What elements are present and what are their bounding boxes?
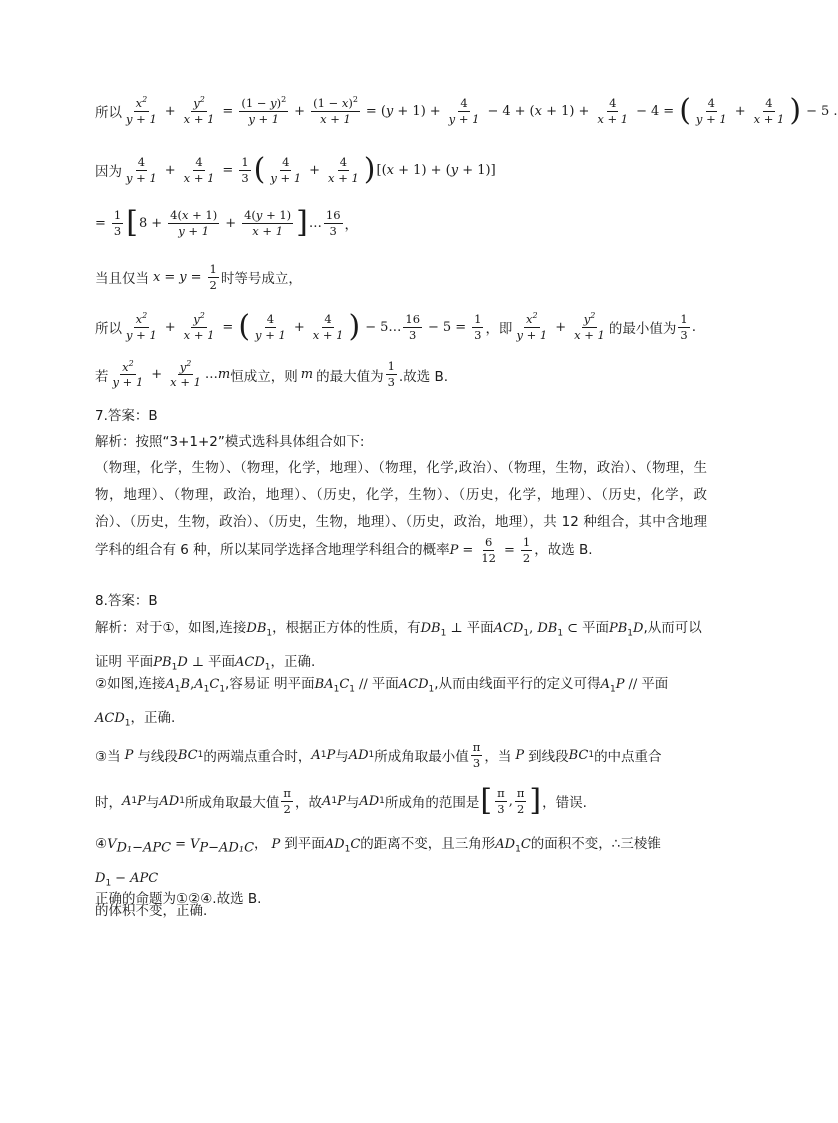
fraction: $\frac{y^2}{x + 1}$	[183, 311, 215, 342]
fraction: $\frac{y^2}{x + 1}$	[170, 359, 201, 390]
fraction: $\frac{x^2}{y + 1}$	[516, 311, 548, 342]
q8-answer: 8.答案：B	[95, 593, 158, 609]
equation-line-2: 因为 $\frac{4}{y + 1}$ + $\frac{4}{x + 1}$ = $\frac{1}{3}$ ( $\frac{4}{y + 1}$ + $\frac{4}{x + 1}$ ) [(x + 1) + (y + 1)]	[95, 152, 496, 187]
text: 的体积不变，正确.	[95, 903, 208, 920]
fraction: $\frac{4}{y + 1}$	[448, 95, 480, 126]
text: 的面积不变，∴三棱锥	[530, 836, 661, 852]
fraction: $\frac{y^2}{x + 1}$	[574, 311, 605, 342]
text: ，即	[485, 321, 513, 337]
equation-line-6: 若 $\frac{x^2}{y + 1}$ + $\frac{y^2}{x + 1}$ … m 恒成立，则 m 的最大值为 $\frac{1}{3}$ .故选 B.	[95, 359, 449, 390]
q8-part-2: ②如图,连接$A_1B,A_1C_1$,容易证 明平面$BA_1C_1$ // 平面$ACD_1$,从而由线面平行的定义可得$A_1P$ // 平面$ACD_1$，正确.	[95, 676, 669, 729]
fraction: $\frac{1}{3}$	[387, 359, 395, 390]
fraction: $\frac{\pi}{3}$	[472, 740, 481, 770]
fraction: $\frac{\pi}{2}$	[283, 785, 291, 816]
text: ③当	[95, 749, 121, 766]
q8-part-1: 解析：对于①，如图,连接$DB_1$，根据正方体的性质，有$DB_1$ ⊥ 平面$ACD_1$, $DB_1$ ⊂ 平面$PB_1D$,从而可以证明 平面$PB_1D$ ⊥ 平面$ACD_1$，正确.	[95, 620, 702, 673]
text: ，故	[294, 795, 322, 811]
text: ，根据正方体的性质，有	[272, 620, 421, 636]
text: 当且仅当	[95, 271, 149, 288]
text: 与	[345, 795, 360, 811]
fraction: $\frac{4(y + 1)}{x + 1}$	[244, 207, 292, 238]
text: 所成角的范围是	[384, 795, 480, 811]
text: 平面	[466, 620, 494, 636]
q8-conclusion: 正确的命题为①②④.故选 B.	[95, 891, 262, 907]
text: ，正确.	[130, 709, 176, 726]
fraction: $\frac{4(x + 1)}{y + 1}$	[170, 207, 218, 238]
fraction: $\frac{1}{3}$	[113, 207, 122, 238]
text: .故选 B.	[398, 368, 449, 385]
fraction: $\frac{4}{y + 1}$	[270, 154, 302, 185]
text: 因为	[95, 164, 122, 180]
text: 解析：对于①，如图,连接	[95, 620, 247, 636]
text: 与	[145, 795, 160, 811]
text: 时，	[95, 795, 122, 811]
fraction: $\frac{4}{x + 1}$	[183, 154, 215, 185]
equation-line-1: 所以 $\frac{x^2}{y + 1}$ + $\frac{y^2}{x + 1}$ = $\frac{(1 - y)^2}{y + 1}$ + $\frac{(1 - x)^2}{x + 1}$ = (y + 1) + $\frac{4}{y + 1}$ − 4 + (x + 1) + $\frac{4}{x + 1}$ − 4 = ( $\frac{4}{y + 1}$ + $\frac{4}{x + 1}$ ) − 5 .	[95, 93, 838, 128]
equation-line-5: 所以 $\frac{x^2}{y + 1}$ + $\frac{y^2}{x + 1}$ = ( $\frac{4}{y + 1}$ + $\frac{4}{x + 1}$ ) − 5… $\frac{16}{3}$ − 5 = $\frac{1}{3}$ ，即 $\frac{x^2}{y + 1}$ + $\frac{y^2}{x + 1}$ 的最小值为 $\frac{1}{3}$ .	[95, 309, 696, 344]
fraction: $\frac{1}{2}$	[209, 262, 217, 292]
fraction: $\frac{(1 - y)^2}{y + 1}$	[241, 95, 287, 126]
fraction: $\frac{4}{x + 1}$	[597, 95, 629, 126]
fraction: $\frac{(1 - x)^2}{x + 1}$	[313, 95, 358, 126]
fraction: $\frac{6}{12}$	[481, 535, 496, 565]
text: 的距离不变，且三角形	[360, 836, 496, 852]
text: ，	[254, 836, 268, 852]
text: ,从而可以证明 平面	[95, 620, 702, 670]
fraction: $\frac{\pi}{3}$	[497, 785, 505, 816]
text: 与	[335, 749, 349, 766]
fraction: $\frac{\pi}{2}$	[516, 785, 525, 816]
fraction: $\frac{x^2}{y + 1}$	[112, 359, 144, 390]
text: 平面	[208, 653, 236, 670]
q8-part-3a: ③当 P 与线段 BC 1 的两端点重合时， A 1 P 与 AD 1 所成角取最小值 $\frac{\pi}{3}$ ，当 P 到线段 BC 1 的中点重合	[95, 740, 662, 770]
text: ，当	[484, 749, 512, 766]
text: 所成角取最小值	[374, 749, 469, 766]
text: ④	[95, 836, 108, 852]
fraction: $\frac{1}{2}$	[522, 535, 531, 565]
equation-line-3: = $\frac{1}{3}$ [ 8 + $\frac{4(x + 1)}{y + 1}$ + $\frac{4(y + 1)}{x + 1}$ ] … $\frac{16}{3}$ ，	[95, 205, 359, 240]
fraction: $\frac{1}{3}$	[474, 311, 482, 342]
fraction: $\frac{y^2}{x + 1}$	[183, 95, 215, 126]
q7-analysis: 解析：按照“3+1+2”模式选科具体组合如下:	[95, 434, 365, 450]
text: 的最大值为	[316, 368, 384, 385]
text: ,容易证 明平面	[225, 676, 315, 692]
text: 与线段	[137, 749, 178, 766]
text: 时等号成立，	[220, 271, 302, 288]
text: （物理，化学，生物）、（物理，化学，地理）、（物理，化学,政治）、（物理，生物，政治）、（物理，生物，地理）、（物理，政治，地理）、（历史，化学，生物）、（历史，化学，地理）、（历史，化学，政治）、（历史，生物，政治）、（历史，生物，地理）、（历史，政治，地理），共 12 种组合，其中含地理学科的组合有 6 种，所以某同学选择含地理学科组合的概率	[95, 460, 707, 559]
text: ，错误.	[542, 795, 587, 811]
text: 到平面	[284, 836, 325, 852]
text: 的两端点重合时，	[203, 749, 312, 766]
text: 的最小值为	[608, 321, 677, 337]
text: 到线段	[528, 749, 569, 766]
text: 所成角取最大值	[184, 795, 280, 811]
text: 平面	[641, 676, 669, 692]
fraction: $\frac{4}{y + 1}$	[126, 154, 157, 185]
text: 平面	[581, 620, 609, 636]
fraction: $\frac{4}{x + 1}$	[753, 95, 785, 126]
text: ，故选 B.	[534, 542, 593, 559]
q8-part-4: $④V_{D_1-APC} = V_{P-AD_1C}$， P 到平面$AD_1C$的距离不变，且三角形$AD_1C$的面积不变，∴三棱锥$D_1$ − APC 的体积不变，正确.	[95, 836, 661, 920]
fraction: $\frac{x^2}{y + 1}$	[126, 311, 157, 342]
text: 所以	[95, 105, 122, 121]
fraction: $\frac{4}{y + 1}$	[255, 311, 286, 342]
fraction: $\frac{1}{3}$	[241, 154, 249, 185]
fraction: $\frac{16}{3}$	[405, 311, 421, 342]
text: ②如图,连接	[95, 676, 166, 692]
text: 若	[95, 368, 109, 385]
text: ,从而由线面平行的定义可得	[434, 676, 601, 692]
text: 的中点重合	[594, 749, 662, 766]
fraction: $\frac{4}{y + 1}$	[695, 95, 727, 126]
fraction: $\frac{x^2}{y + 1}$	[126, 95, 157, 126]
text: 所以	[95, 321, 122, 337]
fraction: $\frac{4}{x + 1}$	[312, 311, 344, 342]
q7-body: （物理，化学，生物）、（物理，化学，地理）、（物理，化学,政治）、（物理，生物，政治）、（物理，生物，地理）、（物理，政治，地理）、（历史，化学，生物）、（历史，化学，地理）、（历史，化学，政治）、（历史，生物，政治）、（历史，生物，地理）、（历史，政治，地理），共 12 种组合，其中含地理学科的组合有 6 种，所以某同学选择含地理学科组合的概率P = $\frac{6}{12}$ = $\frac{1}{2}$ ，故选 B.	[95, 460, 707, 565]
fraction: $\frac{16}{3}$	[325, 207, 341, 238]
fraction: $\frac{1}{3}$	[680, 311, 688, 342]
q7-answer: 7.答案：B	[95, 408, 158, 424]
text: ，正确.	[270, 653, 316, 670]
text: 平面	[371, 676, 399, 692]
text: 恒成立，则	[230, 368, 298, 385]
q8-part-3b: 时， A 1 P 与 AD 1 所成角取最大值 $\frac{\pi}{2}$ ，故 A 1 P 与 AD 1 所成角的范围是 [ $\frac{\pi}{3}$ , $\frac{\pi}{2}$ ] ，错误.	[95, 783, 587, 818]
equation-line-4: 当且仅当 x = y = $\frac{1}{2}$ 时等号成立，	[95, 262, 302, 292]
fraction: $\frac{4}{x + 1}$	[328, 154, 359, 185]
